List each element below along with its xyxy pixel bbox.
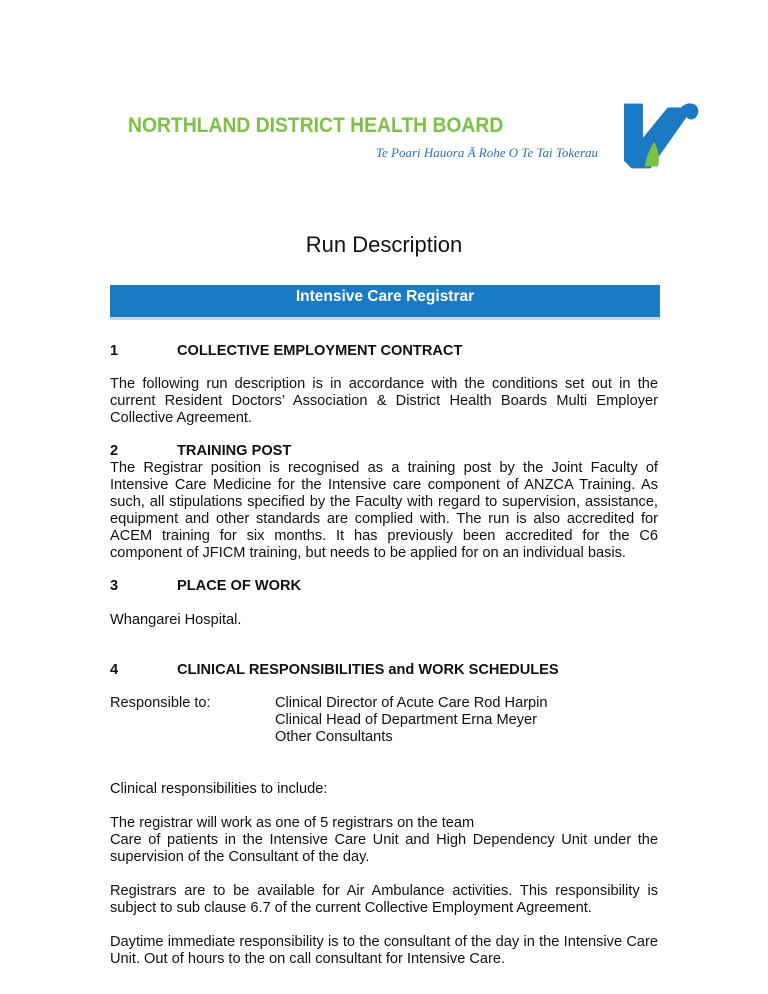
document-body [110,343,658,968]
responsible-to [110,695,658,746]
section-heading [110,578,658,595]
section-title: TRAINING POST [177,443,292,459]
ndhb-emblem-icon [622,98,700,174]
logo-subtitle: Te Poari Hauora Ā Rohe O Te Tai Tokerau [376,145,598,160]
section-number: 1 [110,343,119,359]
paragraph: Clinical responsibilities to include: [110,781,328,797]
section-number: 4 [110,662,119,678]
section-number: 2 [110,443,119,459]
page-title: Run Description [305,232,463,257]
section-heading [110,343,658,360]
section-title: CLINICAL RESPONSIBILITIES and WORK SCHEDULES [177,662,559,678]
section-heading [110,443,658,460]
responsible-line: Clinical Director of Acute Care Rod Harpin [275,695,548,711]
responsible-line: Other Consultants [275,729,393,745]
logo-name: NORTHLAND DISTRICT HEALTH BOARD [128,114,504,137]
paragraph: Registrars are to be available for Air Ambulance activities. This responsibility is subject to sub clause 6.7 of the current Collective Employment Agreement. [110,883,658,916]
section-title: COLLECTIVE EMPLOYMENT CONTRACT [177,343,463,359]
paragraph: Daytime immediate responsibility is to the consultant of the day in the Intensive Care Unit. Out of hours to the on call consultant for Intensive Care. [110,934,658,967]
paragraph: The following run description is in accordance with the conditions set out in the current Resident Doctors’ Association & District Health Boards Multi Employer Collective Agreement. [110,376,658,426]
paragraph: Whangarei Hospital. [110,612,242,628]
paragraph: The Registrar position is recognised as a training post by the Joint Faculty of Intensive Care Medicine for the Intensive care component of ANZCA Training. As such, all stipulations specified by the Faculty with regard to supervision, assistance, equipment and other standards are complied with. The run is also accredited for ACEM training for six months. It has previously been accredited for the C6 component of JFICM training, but needs to be applied for on an individual basis. [110,460,658,561]
paragraph: Care of patients in the Intensive Care Unit and High Dependency Unit under the supervision of the Consultant of the day. [110,832,658,865]
responsible-line: Clinical Head of Department Erna Meyer [275,712,537,728]
paragraph: The registrar will work as one of 5 registrars on the team [110,815,475,831]
position-banner: Intensive Care Registrar [110,285,660,320]
ndhb-logo [128,96,698,176]
responsible-label: Responsible to: [110,695,211,711]
section-number: 3 [110,578,119,594]
section-heading [110,662,658,679]
section-title: PLACE OF WORK [177,578,302,594]
